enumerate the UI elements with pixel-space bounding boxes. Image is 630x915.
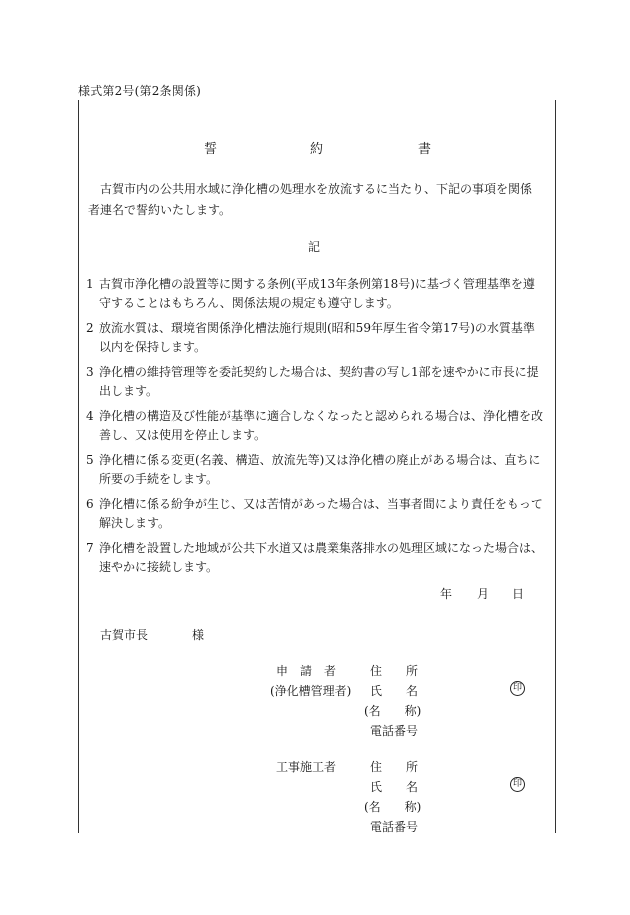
contractor-name-label: 氏 名 bbox=[370, 780, 419, 794]
applicant-name-label: 氏 名 bbox=[370, 684, 419, 698]
item-text: 浄化槽に係る変更(名義、構造、放流先等)又は浄化槽の廃止がある場合は、直ちに所要の手続をします。 bbox=[99, 453, 541, 486]
title-char: 誓 bbox=[204, 142, 218, 157]
contractor-phone-label: 電話番号 bbox=[370, 820, 419, 834]
item-number: 1 bbox=[86, 277, 94, 291]
list-item bbox=[86, 539, 546, 577]
item-number: 6 bbox=[86, 497, 94, 511]
list-item bbox=[86, 319, 546, 357]
list-item bbox=[86, 275, 546, 313]
applicant-sublabel: (浄化槽管理者) bbox=[270, 684, 352, 698]
item-text: 浄化槽の構造及び性能が基準に適合しなくなったと認められる場合は、浄化槽を改善し、又は使用を停止します。 bbox=[99, 409, 544, 442]
title-char: 約 bbox=[310, 142, 324, 157]
date-month: 月 bbox=[477, 587, 490, 601]
applicant-title-label: (名 称) bbox=[364, 704, 422, 718]
addressee-honorific: 様 bbox=[192, 628, 205, 642]
item-number: 7 bbox=[86, 541, 94, 555]
contractor-title-label: (名 称) bbox=[364, 800, 422, 814]
list-item bbox=[86, 451, 546, 489]
addressee-name: 古賀市長 bbox=[100, 628, 149, 642]
applicant-phone-label: 電話番号 bbox=[370, 724, 419, 738]
item-number: 4 bbox=[86, 409, 94, 423]
seal-icon: 印 bbox=[510, 777, 525, 792]
item-number: 5 bbox=[86, 453, 94, 467]
applicant-address-label: 住 所 bbox=[370, 664, 419, 678]
intro-paragraph: 古賀市内の公共用水域に浄化槽の処理水を放流するに当たり、下記の事項を関係者連名で誓約いたします。 bbox=[88, 182, 533, 217]
pledge-list bbox=[86, 275, 546, 583]
item-number: 2 bbox=[86, 321, 94, 335]
item-text: 浄化槽の維持管理等を委託契約した場合は、契約書の写し1部を速やかに市長に提出します。 bbox=[99, 365, 539, 398]
ki-heading: 記 bbox=[308, 240, 321, 254]
date-day: 日 bbox=[512, 587, 525, 601]
list-item bbox=[86, 495, 546, 533]
item-text: 浄化槽に係る紛争が生じ、又は苦情があった場合は、当事者間により責任をもって解決します。 bbox=[99, 497, 543, 530]
item-text: 浄化槽を設置した地域が公共下水道又は農業集落排水の処理区域になった場合は、速やかに接続します。 bbox=[99, 541, 544, 574]
document-title bbox=[0, 138, 630, 156]
list-item bbox=[86, 363, 546, 401]
form-number: 様式第2号(第2条関係) bbox=[78, 84, 202, 98]
seal-icon: 印 bbox=[510, 681, 525, 696]
applicant-label: 申 請 者 bbox=[276, 664, 337, 678]
date-year: 年 bbox=[440, 587, 453, 601]
list-item bbox=[86, 407, 546, 445]
contractor-address-label: 住 所 bbox=[370, 760, 419, 774]
item-text: 放流水質は、環境省関係浄化槽法施行規則(昭和59年厚生省令第17号)の水質基準以内を保持します。 bbox=[99, 321, 535, 354]
item-number: 3 bbox=[86, 365, 94, 379]
item-text: 古賀市浄化槽の設置等に関する条例(平成13年条例第18号)に基づく管理基準を遵守することはもちろん、関係法規の規定も遵守します。 bbox=[99, 277, 535, 310]
contractor-label: 工事施工者 bbox=[276, 760, 337, 774]
title-char: 書 bbox=[418, 142, 432, 157]
